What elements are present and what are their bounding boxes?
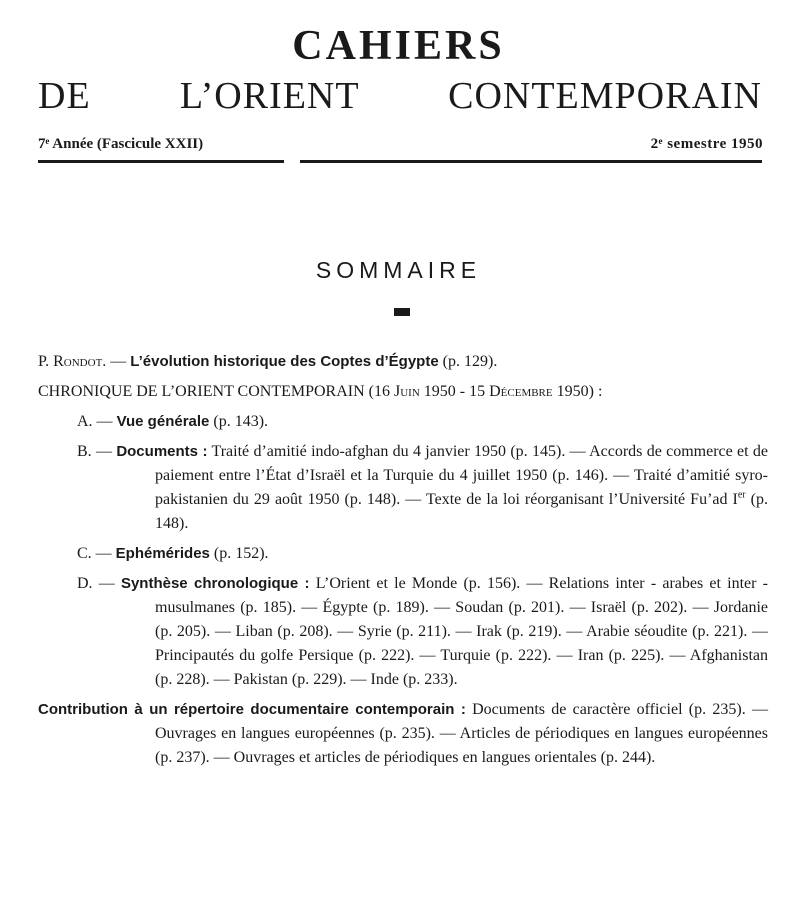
chronique-month-end: Décembre — [489, 383, 553, 400]
table-of-contents — [38, 350, 768, 776]
section-ornament — [394, 308, 410, 316]
entry-tail: (p. 148). — [155, 491, 768, 532]
toc-entry-c — [38, 542, 768, 566]
page-ref: (p. 129). — [438, 353, 498, 370]
author-name: P. Rondot. — [38, 353, 107, 370]
rule-right — [300, 160, 762, 163]
toc-entry-contribution — [38, 698, 768, 770]
rule-left — [38, 160, 284, 163]
entry-text: L’Orient et le Monde (p. 156). — Relations inter - arabes et inter - musulmanes (p. 185). — Égypte (p. 189). — Soudan (p. 201). — Israël (p. 202). — Jordanie (p. 205). — Liban (p. 208). — Syrie (p. 211). — Irak (p. 219). — Arabie séoudite (p. 221). — Principautés du golfe Persique (p. 222). — Turquie (p. 222). — Iran (p. 225). — Afghanistan (p. 228). — Pakistan (p. 229). — Inde (p. 233). — [155, 575, 768, 688]
entry-title: Contribution à un répertoire documentaire contemporain : — [38, 701, 466, 718]
entry-text: (p. 143). — [209, 413, 269, 430]
entry-title: Synthèse chronologique : — [120, 575, 310, 592]
entry-text: Documents de caractère officiel (p. 235). — Ouvrages en langues européennes (p. 235). — Articles de périodiques en langues européennes (p. 237). — Ouvrages et articles de périodiques en langues orientales (p. 244). — [155, 701, 769, 766]
entry-text: Traité d’amitié indo-afghan du 4 janvier 1950 (p. 145). — Accords de commerce et de paiement entre l’État d’Israël et la Turquie du 4 juillet 1950 (p. 146). — Traité d’amitié syro-pakistanien du 29 août 1950 (p. 148). — Texte de la loi réorganisant l’Université Fu’ad I — [155, 443, 769, 508]
chronique-end: 1950) : — [552, 383, 603, 400]
entry-label: D. — — [77, 575, 121, 592]
toc-entry-d — [38, 572, 768, 692]
dash: — — [106, 353, 131, 370]
sommaire-heading: SOMMAIRE — [315, 257, 482, 283]
issue-volume: 7ᵉ Année (Fascicule XXII) — [38, 136, 204, 152]
entry-text: (p. 152). — [209, 545, 269, 562]
entry-title: Ephémérides — [115, 545, 210, 562]
toc-entry-b — [38, 440, 768, 536]
toc-entry-chronique — [38, 380, 768, 404]
chronique-mid: 1950 - 15 — [419, 383, 490, 400]
entry-label: A. — — [77, 413, 117, 430]
chronique-month-start: Juin — [394, 383, 420, 400]
entry-label: B. — — [77, 443, 117, 460]
superscript: er — [737, 489, 746, 501]
issue-semester: 2ᵉ semestre 1950 — [650, 136, 763, 152]
entry-label: C. — — [77, 545, 116, 562]
article-title: L’évolution historique des Coptes d’Égypte — [130, 353, 439, 370]
toc-entry-rondot — [38, 350, 768, 374]
toc-entry-a — [38, 410, 768, 434]
entry-title: Vue générale — [116, 413, 210, 430]
entry-title: Documents : — [116, 443, 208, 460]
chronique-text: CHRONIQUE DE L’ORIENT CONTEMPORAIN (16 — [38, 383, 394, 400]
masthead-title-line1: CAHIERS — [292, 23, 505, 69]
masthead-title-line2: DE L’ORIENT CONTEMPORAIN — [38, 75, 762, 117]
